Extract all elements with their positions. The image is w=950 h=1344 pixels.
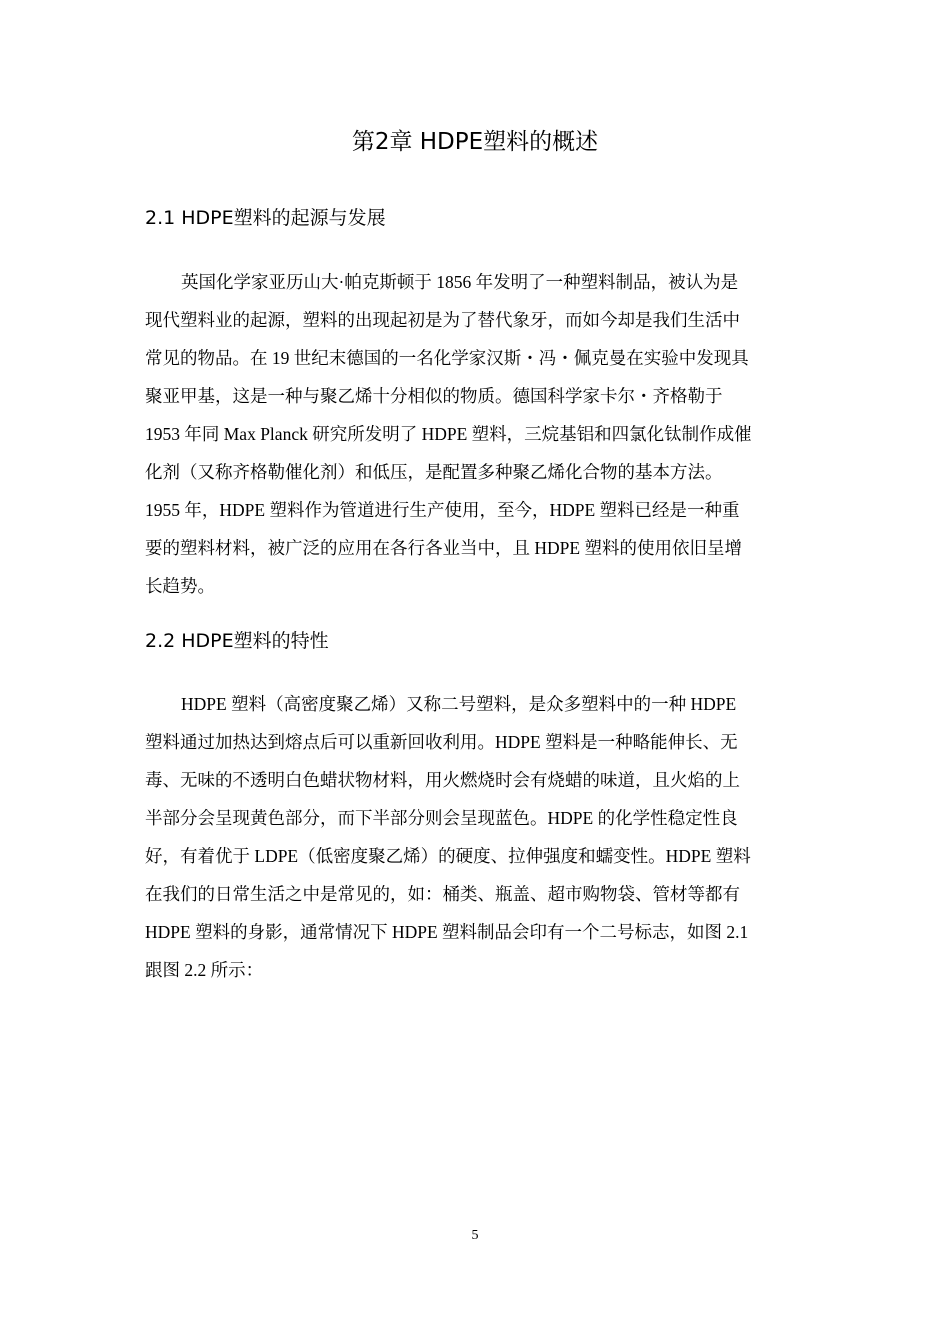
page-number: 5 (471, 1228, 479, 1243)
paragraph-line: 在我们的日常生活之中是常见的，如：桶类、瓶盖、超市购物袋、管材等都有 (145, 884, 740, 904)
paragraph-line: 化剂（又称齐格勒催化剂）和低压，是配置多种聚乙烯化合物的基本方法。 (145, 462, 723, 482)
paragraph-line: 毒、无味的不透明白色蜡状物材料，用火燃烧时会有烧蜡的味道，且火焰的上 (145, 770, 740, 790)
section-paragraph-2-1 (145, 263, 807, 605)
paragraph-line: 要的塑料材料，被广泛的应用在各行各业当中，且 HDPE 塑料的使用依旧呈增 (145, 538, 742, 558)
paragraph-line: 聚亚甲基，这是一种与聚乙烯十分相似的物质。德国科学家卡尔・齐格勒于 (145, 386, 723, 406)
paragraph-line: HDPE 塑料（高密度聚乙烯）又称二号塑料，是众多塑料中的一种 HDPE (181, 694, 737, 714)
paragraph-line: 常见的物品。在 19 世纪末德国的一名化学家汉斯・冯・佩克曼在实验中发现具 (145, 348, 749, 368)
paragraph-line: 英国化学家亚历山大·帕克斯顿于 1856 年发明了一种塑料制品，被认为是 (181, 272, 739, 292)
paragraph-line: HDPE 塑料的身影，通常情况下 HDPE 塑料制品会印有一个二号标志，如图 2.1 (145, 922, 749, 942)
section-heading-2-1: 2.1 HDPE塑料的起源与发展 (145, 207, 386, 229)
paragraph-line: 跟图 2.2 所示： (145, 960, 264, 980)
paragraph-line: 半部分会呈现黄色部分，而下半部分则会呈现蓝色。HDPE 的化学性稳定性良 (145, 808, 738, 828)
paragraph-line: 1955 年，HDPE 塑料作为管道进行生产使用，至今，HDPE 塑料已经是一种重 (145, 500, 740, 520)
paragraph-line: 塑料通过加热达到熔点后可以重新回收利用。HDPE 塑料是一种略能伸长、无 (145, 732, 738, 752)
paragraph-line: 1953 年同 Max Planck 研究所发明了 HDPE 塑料，三烷基铝和四氯化钛制作成催 (145, 424, 752, 444)
paragraph-line: 长趋势。 (145, 576, 215, 596)
chapter-title: 第2章 HDPE塑料的概述 (351, 129, 599, 155)
section-paragraph-2-2 (145, 685, 807, 989)
section-heading-2-2: 2.2 HDPE塑料的特性 (145, 630, 329, 652)
paragraph-line: 现代塑料业的起源，塑料的出现起初是为了替代象牙，而如今却是我们生活中 (145, 310, 740, 330)
paragraph-line: 好，有着优于 LDPE（低密度聚乙烯）的硬度、拉伸强度和蠕变性。HDPE 塑料 (145, 846, 751, 866)
